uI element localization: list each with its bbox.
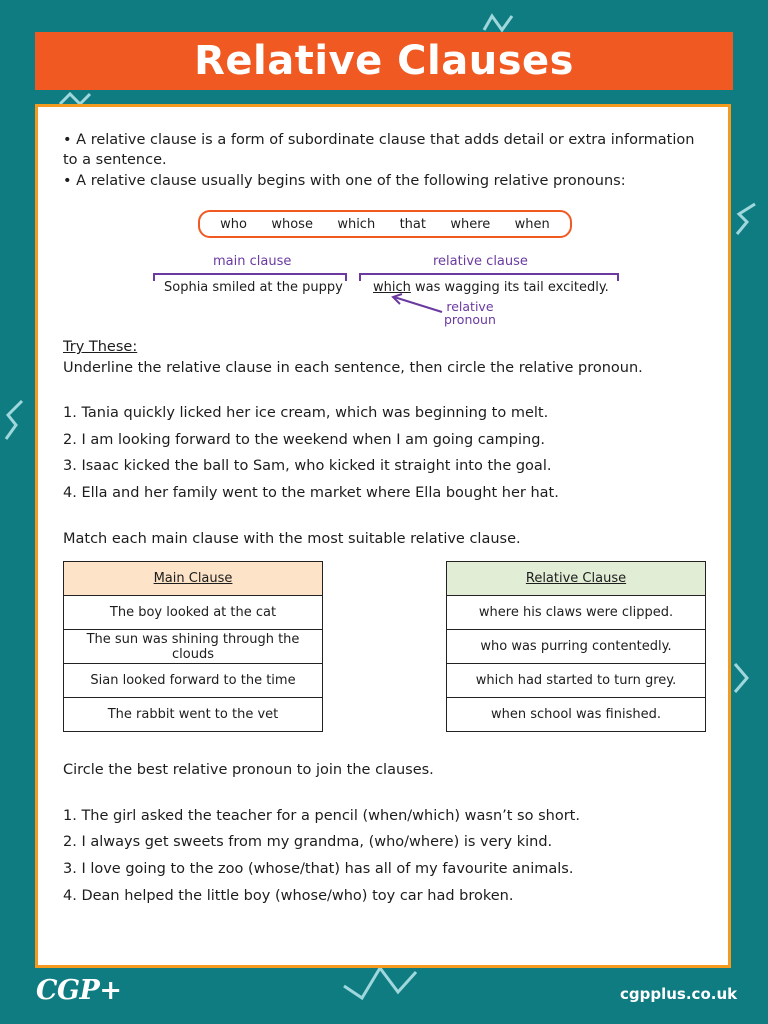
- pronoun-arrow: [388, 292, 448, 317]
- decorative-zigzag-left: [0, 395, 34, 445]
- footer-url-link[interactable]: cgpplus.co.uk: [620, 985, 738, 1003]
- try-item: 3. Isaac kicked the ball to Sam, who kicked it straight into the goal.: [63, 458, 552, 474]
- main-clause-header: Main Clause: [64, 562, 323, 596]
- circle-instruction: Circle the best relative pronoun to join the clauses.: [63, 762, 434, 778]
- intro-line-2: to a sentence.: [63, 152, 167, 168]
- try-item: 1. Tania quickly licked her ice cream, which was beginning to melt.: [63, 405, 549, 421]
- try-these-instruction: Underline the relative clause in each sentence, then circle the relative pronoun.: [63, 360, 643, 376]
- pronoun-item: where: [450, 216, 491, 232]
- relative-clause-row: who was purring contentedly.: [447, 630, 706, 664]
- decorative-zigzag-top: [480, 10, 520, 34]
- relative-clause-row: where his claws were clipped.: [447, 596, 706, 630]
- pronoun-item: that: [399, 216, 426, 232]
- decorative-zigzag-right-low: [733, 660, 763, 700]
- match-instruction: Match each main clause with the most suitable relative clause.: [63, 531, 521, 547]
- relative-pronoun-label: relative pronoun: [444, 299, 496, 327]
- main-clause-label: main clause: [213, 254, 292, 269]
- main-clause-row: The boy looked at the cat: [64, 596, 323, 630]
- example-relative-rest: was wagging its tail excitedly.: [410, 280, 609, 295]
- main-clause-row: The sun was shining through the clouds: [64, 630, 323, 664]
- decorative-zigzag-right: [733, 200, 763, 240]
- title-banner: [35, 32, 733, 90]
- relative-clause-header: Relative Clause: [447, 562, 706, 596]
- main-clause-row: The rabbit went to the vet: [64, 698, 323, 732]
- example-relative-pronoun: which: [373, 280, 411, 295]
- intro-line-3: • A relative clause usually begins with one of the following relative pronouns:: [63, 173, 626, 189]
- circle-item: 2. I always get sweets from my grandma, (who/where) is very kind.: [63, 834, 553, 850]
- pronoun-item: when: [514, 216, 550, 232]
- try-these-heading: Try These:: [63, 339, 138, 355]
- main-clause-table: [63, 561, 323, 732]
- page-title: Relative Clauses: [194, 38, 574, 84]
- intro-line-1: • A relative clause is a form of subordinate clause that adds detail or extra information: [63, 132, 695, 148]
- example-main-sentence: Sophia smiled at the puppy: [164, 280, 343, 295]
- relative-clause-row: when school was finished.: [447, 698, 706, 732]
- try-item: 2. I am looking forward to the weekend when I am going camping.: [63, 432, 546, 448]
- main-clause-row: Sian looked forward to the time: [64, 664, 323, 698]
- circle-item: 3. I love going to the zoo (whose/that) has all of my favourite animals.: [63, 861, 574, 877]
- pronoun-box: [198, 210, 572, 238]
- circle-item: 1. The girl asked the teacher for a pencil (when/which) wasn’t so short.: [63, 808, 580, 824]
- relative-clause-table: [446, 561, 706, 732]
- cgp-logo[interactable]: CGP+: [36, 975, 122, 1006]
- pronoun-item: which: [337, 216, 376, 232]
- try-item: 4. Ella and her family went to the market where Ella bought her hat.: [63, 485, 559, 501]
- relative-clause-row: which had started to turn grey.: [447, 664, 706, 698]
- circle-item: 4. Dean helped the little boy (whose/who) toy car had broken.: [63, 888, 514, 904]
- pronoun-item: whose: [271, 216, 313, 232]
- relative-clause-label: relative clause: [433, 254, 528, 269]
- worksheet-card: [35, 104, 731, 968]
- pronoun-item: who: [220, 216, 247, 232]
- decorative-zigzag-bottom: [340, 962, 420, 1002]
